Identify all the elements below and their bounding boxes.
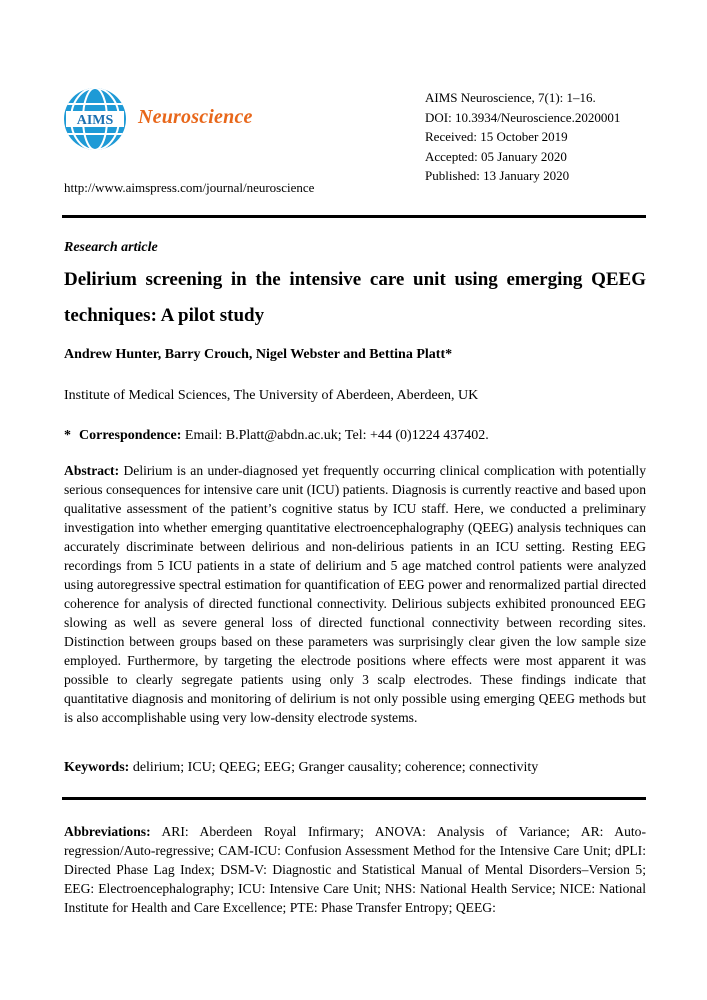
logo-text: AIMS: [76, 113, 114, 128]
article-title: Delirium screening in the intensive care unit using emerging QEEG techniques: A pilot study: [64, 269, 646, 326]
citation: AIMS Neuroscience, 7(1): 1–16.: [425, 90, 596, 105]
abstract: [64, 461, 646, 727]
abbreviations-text: ARI: Aberdeen Royal Infirmary; ANOVA: Analysis of Variance; AR: Auto-regression/Auto-regressive; CAM-ICU: Confusion Assessment Method for the Intensive Care Unit; dPLI: Directed Phase Lag Index; DSM-V: Diagnostic and Statistical Manual of Mental Disorders–Version 5; EEG: Electroencephalography; ICU: Intensive Care Unit; NHS: National Health Service; NICE: National Institute for Health and Care Excellence; PTE: Phase Transfer Entropy; QEEG:: [64, 824, 646, 915]
header-divider: [62, 215, 646, 218]
correspondence: [64, 428, 489, 444]
abstract-text: Delirium is an under-diagnosed yet frequently occurring clinical complication with potentially serious consequences for intensive care unit (ICU) patients. Diagnosis is currently reactive and based upon qualitative assessment of the patient’s cognitive status by ICU staff. Here, we conducted a preliminary investigation into whether emerging quantitative electroencephalography (QEEG) analysis techniques can accurately discriminate between delirious and non-delirious patients in an ICU setting. Resting EEG recordings from 5 ICU patients in a state of delirium and 5 age matched control patients were analyzed using autoregressive spectral estimation for quantification of EEG power and renormalized partial directed coherence for analysis of directed functional connectivity. Delirious subjects exhibited pronounced EEG slowing as well as severe general loss of directed functional connectivity between recording sites. Distinction between groups based on these parameters was surprisingly clear given the low sample size employed. Furthermore, by targeting the electrode positions where effects were most apparent it was possible to clearly segregate patients using only 3 scalp electrodes. These findings indicate that quantitative diagnosis and monitoring of delirium is not only possible using emerging QEEG methods but is also accomplishable using very low-density electrode systems.: [64, 463, 646, 725]
aims-logo: [62, 86, 128, 152]
received-date: Received: 15 October 2019: [425, 129, 568, 145]
abbreviations-label: Abbreviations:: [64, 824, 151, 839]
section-divider: [62, 797, 646, 800]
publication-meta: [425, 88, 620, 186]
keywords-label: Keywords:: [64, 760, 130, 775]
published-date: Published: 13 January 2020: [425, 168, 570, 184]
author-list: Andrew Hunter, Barry Crouch, Nigel Webster and Bettina Platt*: [64, 347, 453, 362]
doi-link[interactable]: DOI: 10.3934/Neuroscience.2020001: [425, 109, 621, 125]
keywords-text: delirium; ICU; QEEG; EEG; Granger causality; coherence; connectivity: [129, 760, 539, 775]
abstract-label: Abstract:: [64, 463, 120, 478]
keywords: [64, 760, 538, 776]
correspondence-label: Correspondence:: [79, 428, 182, 443]
abbreviations: [64, 822, 646, 917]
affiliation: Institute of Medical Sciences, The University of Aberdeen, Aberdeen, UK: [64, 388, 479, 403]
accepted-date: Accepted: 05 January 2020: [425, 148, 567, 164]
journal-url-link[interactable]: http://www.aimspress.com/journal/neuroscience: [64, 180, 315, 195]
correspondence-star: *: [64, 428, 71, 443]
journal-name: Neuroscience: [138, 106, 253, 128]
correspondence-text[interactable]: Email: B.Platt@abdn.ac.uk; Tel: +44 (0)1224 437402.: [181, 428, 489, 443]
article-type: Research article: [64, 240, 158, 255]
